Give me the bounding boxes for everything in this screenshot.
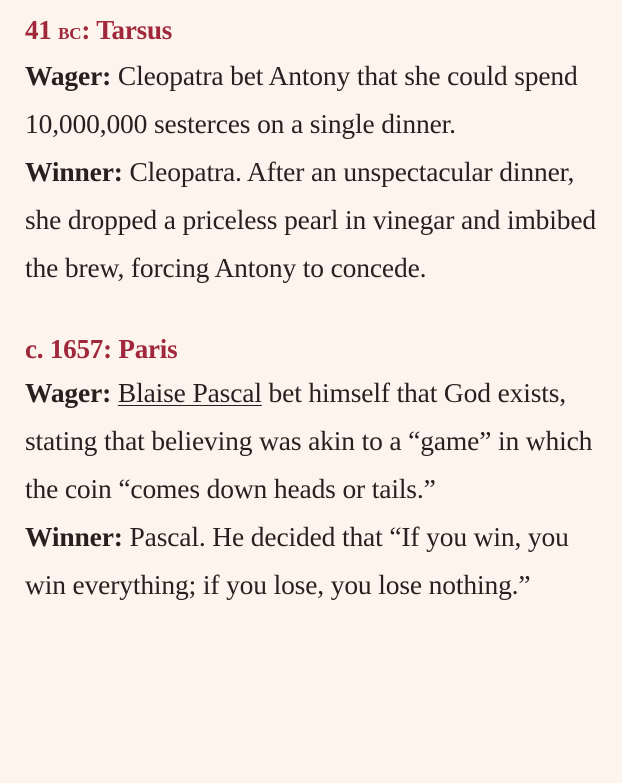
wager-label: Wager: [25,60,112,91]
winner-text: Cleopatra. After an unspectacular dinner, she dropped a priceless pearl in vinegar and imbibed the brew, forcing Antony to concede. [25,156,597,283]
entry-heading: c. 1657: Paris [25,334,178,364]
winner-paragraph [25,513,604,609]
wager-entry-tarsus [25,10,604,292]
wager-text: Cleopatra bet Antony that she could spend 10,000,000 sesterces on a single dinner. [25,60,578,139]
winner-paragraph [25,148,604,292]
heading-year: 41 [25,15,59,45]
winner-label: Winner: [25,156,123,187]
wager-entry-paris [25,329,604,609]
wager-paragraph [25,369,604,513]
wager-label: Wager: [25,377,112,408]
wager-text: bet himself that God exists, stating that believing was akin to a “game” in which the coin “comes down heads or tails.” [25,377,593,504]
heading-place: : Tarsus [81,15,173,45]
blaise-pascal-link[interactable]: Blaise Pascal [117,377,262,408]
winner-text: Pascal. He decided that “If you win, you win everything; if you lose, you lose nothing.” [25,521,569,600]
heading-era: bc [58,18,82,45]
wager-paragraph [25,52,604,148]
entry-heading [25,10,604,52]
winner-label: Winner: [25,521,123,552]
